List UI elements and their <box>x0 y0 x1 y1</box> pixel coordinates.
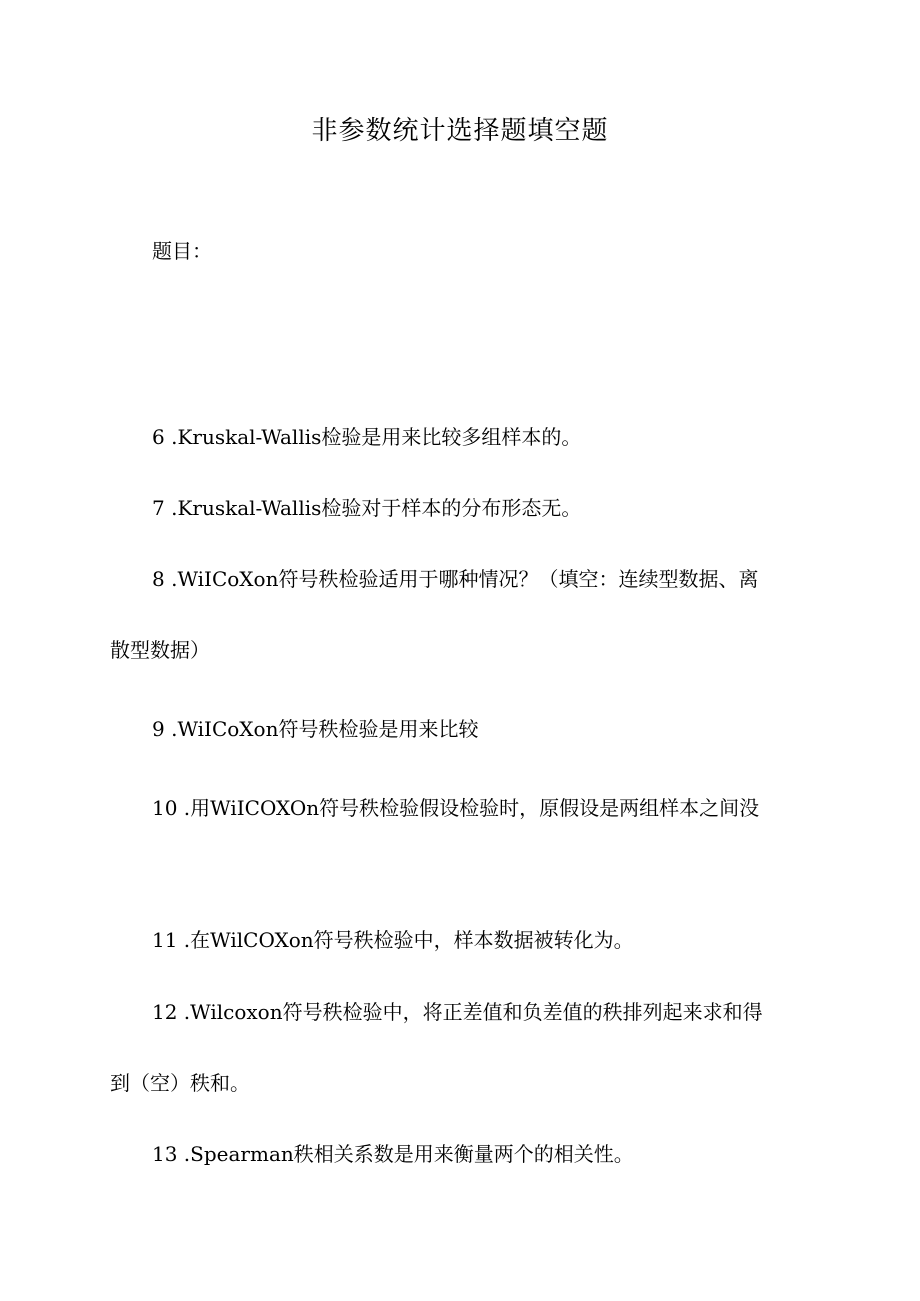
question-8: 8 .WiICoXon符号秩检验适用于哪种情况？（填空：连续型数据、离 <box>152 567 759 591</box>
question-7: 7 .Kruskal-Wallis检验对于样本的分布形态无。 <box>152 496 582 520</box>
question-6: 6 .Kruskal-Wallis检验是用来比较多组样本的。 <box>152 425 582 449</box>
document-title: 非参数统计选择题填空题 <box>311 116 609 146</box>
question-12: 12 .Wilcoxon符号秩检验中，将正差值和负差值的秩排列起来求和得 <box>152 1000 763 1024</box>
question-10: 10 .用WiICOXOn符号秩检验假设检验时，原假设是两组样本之间没 <box>152 796 760 820</box>
question-11: 11 .在WilCOXon符号秩检验中，样本数据被转化为。 <box>152 928 634 952</box>
question-12-continuation: 到（空）秩和。 <box>110 1071 250 1095</box>
question-9: 9 .WiICoXon符号秩检验是用来比较 <box>152 717 479 741</box>
section-label: 题目： <box>152 239 212 263</box>
question-13: 13 .Spearman秩相关系数是用来衡量两个的相关性。 <box>152 1142 634 1166</box>
question-8-continuation: 散型数据） <box>110 638 210 662</box>
